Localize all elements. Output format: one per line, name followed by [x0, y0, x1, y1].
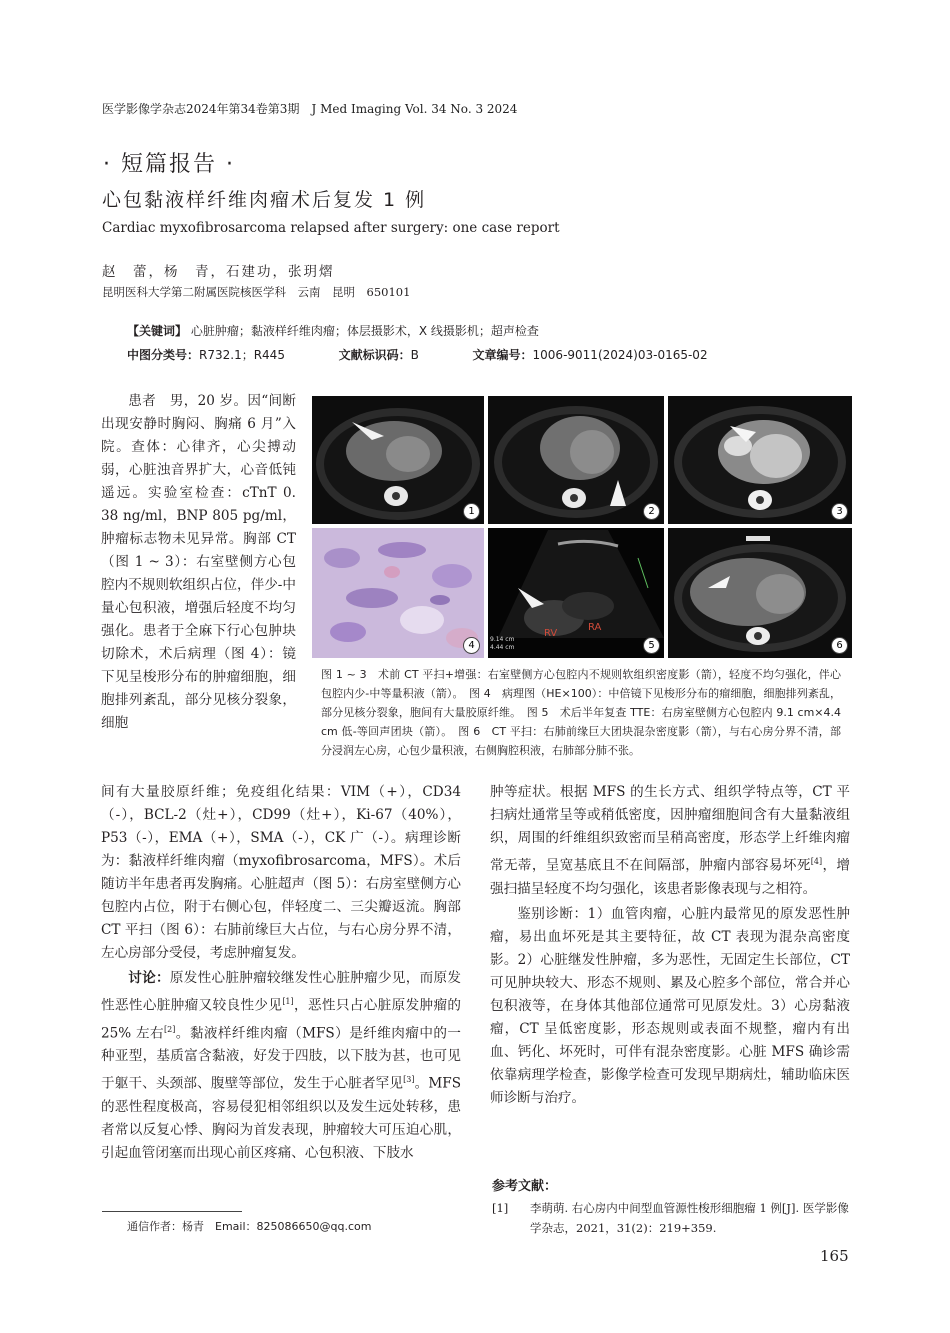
- discussion-paragraph: [101, 967, 461, 1165]
- citation-4: [4]: [810, 857, 823, 866]
- journal-header: 医学影像学杂志2024年第34卷第3期 J Med Imaging Vol. 34 No. 3 2024: [102, 102, 518, 116]
- discussion-text-a: 原发性心脏肿瘤较继发性心脏肿瘤少见，而原发性恶性心脏肿瘤又较良性少见: [101, 970, 462, 1014]
- panel-number: 5: [643, 637, 660, 654]
- panel-number: 1: [463, 503, 480, 520]
- clc-label: 中图分类号：: [127, 348, 200, 362]
- us-label-ra: RA: [588, 622, 602, 633]
- figure-panel-4: [312, 528, 484, 658]
- section-title: · 短篇报告 ·: [103, 152, 235, 177]
- keywords-line: [127, 322, 539, 339]
- discussion-label: 讨论：: [128, 970, 170, 986]
- affiliation: 昆明医科大学第二附属医院核医学科 云南 昆明 650101: [102, 285, 411, 299]
- references-title: 参考文献：: [492, 1179, 558, 1194]
- figure-caption: 图 1 ~ 3 术前 CT 平扫+增强：右室壁侧方心包腔内不规则软组织密度影（箭），轻度不均匀强化，伴心包腔内少-中等量积液（箭）。 图 4 病理图（HE×100）：中倍镜下见梭形分布的瘤细胞，细胞排列紊乱，部分见核分裂象，胞间有大量胶原纤维。 图 5 术后半年复查 TTE：右房室壁侧方心包腔内 9.1 cm×4.4 cm 低-等回声团块（箭）。 图 6 CT 平扫：右肺前缘巨大团块混杂密度影（箭），与右心房分界不清，部分浸润左心房，心包少量积液，右侧胸腔积液，右肺部分肺不张。: [321, 668, 841, 757]
- right-text-b: ，增强扫描呈轻度不均匀强化，该患者影像表现与之相符。: [490, 857, 851, 897]
- case-text-narrow: [101, 390, 296, 735]
- case-paragraph-start: 患者 男，20 岁。因“间断出现安静时胸闷、胸痛 6 月”入院。查体：心律齐，心尖搏动弱，心脏浊音界扩大，心音低钝遥远。实验室检查：cTnT 0. 38 ng/ml，BNP 805 pg/ml，肿瘤标志物未见异常。胸部 CT（图 1 ~ 3）：右室壁侧方心包腔内不规则软组织占位，伴少-中量心包积液，增强后轻度不均匀强化。患者于全麻下行心包肿块切除术，术后病理（图 4）：镜下见呈梭形分布的肿瘤细胞，细胞排列紊乱，部分见核分裂象，细胞: [101, 393, 296, 731]
- us-measure-1: 9.14 cm: [490, 636, 515, 643]
- discussion-continued: [490, 781, 850, 901]
- citation-3: [3]: [403, 1075, 415, 1085]
- right-column: [490, 781, 850, 1110]
- citation-1: [1]: [282, 997, 294, 1006]
- keywords-label: 【关键词】: [127, 324, 188, 338]
- panel-number: 2: [643, 503, 660, 520]
- reference-index: [1]: [492, 1201, 509, 1215]
- us-label-rv: RV: [544, 628, 558, 639]
- panel-number: 4: [463, 637, 480, 654]
- classification-line: [127, 346, 708, 363]
- discussion-text-d: 。MFS 的恶性程度极高，容易侵犯相邻组织以及发生远处转移，患者常以反复心悸、胸闷为首发表现，肿瘤较大可压迫心肌，引起血管闭塞而出现心前区疼痛、心包积液、下肢水: [101, 1075, 462, 1161]
- figure-panel-3: [668, 396, 852, 524]
- discussion-text-b: ，恶性只占心脏原发肿瘤的 25% 左右: [101, 997, 462, 1042]
- doc-code-value: B: [410, 348, 419, 362]
- figure-panel-6: [668, 528, 852, 658]
- keywords: 心脏肿瘤；黏液样纤维肉瘤；体层摄影术，X 线摄影机；超声检查: [190, 324, 539, 338]
- panel-number: 3: [831, 503, 848, 520]
- article-title-en: Cardiac myxofibrosarcoma relapsed after surgery: one case report: [102, 220, 560, 236]
- article-no-value: 1006-9011(2024)03-0165-02: [532, 348, 708, 362]
- figure-panel-2: [488, 396, 664, 524]
- reference-item: [492, 1198, 852, 1238]
- right-text-a: 肿等症状。根据 MFS 的生长方式、组织学特点等，CT 平扫病灶通常呈等或稍低密度，因肿瘤细胞间含有大量黏液组织，周围的纤维组织致密而呈稍高密度，形态学上纤维肉瘤常无蒂，呈宽基底且不在间隔部，肿瘤内部容易坏死: [490, 784, 850, 874]
- panel-number: 6: [831, 637, 848, 654]
- corresponding-author: 通信作者：杨青 Email：825086650@qq.com: [127, 1220, 372, 1233]
- case-paragraph-cont: 间有大量胶原纤维；免疫组化结果：VIM（+），CD34（-），BCL-2（灶+），CD99（灶+），Ki-67（40%），P53（-），EMA（+），SMA（-），CK 广（-）。病理诊断为：黏液样纤维肉瘤（myxofibrosarcoma，MFS）。术后随访半年患者再发胸痛。心脏超声（图 5）：右房室壁侧方心包腔内占位，附于右侧心包，伴轻度二、三尖瓣返流。胸部 CT 平扫（图 6）：右肺前缘巨大占位，与右心房分界不清，左心房部分受侵，考虑肿瘤复发。: [101, 784, 461, 961]
- clc-value: R732.1；R445: [199, 348, 285, 362]
- us-measure-2: 4.44 cm: [490, 644, 515, 651]
- article-title-cn: 心包黏液样纤维肉瘤术后复发 1 例: [102, 189, 427, 211]
- footnote-divider: [102, 1211, 242, 1212]
- figure-panel-1: [312, 396, 484, 524]
- authors: 赵 蕾，杨 青，石建功，张玥熠: [102, 264, 335, 280]
- page-number: 165: [820, 1247, 849, 1265]
- figure-panel-5: [488, 528, 664, 658]
- discussion-text-c: 。黏液样纤维肉瘤（MFS）是纤维肉瘤中的一种亚型，基质富含黏液，好发于四肢，以下肢为甚，也可见于躯干、头颈部、腹壁等部位，发生于心脏者罕见: [101, 1025, 461, 1092]
- reference-text: 李萌萌. 右心房内中间型血管源性梭形细胞瘤 1 例[J]. 医学影像学杂志，2021，31(2)：219+359.: [530, 1201, 849, 1235]
- differential-paragraph: 鉴别诊断：1）血管肉瘤，心脏内最常见的原发恶性肿瘤，易出血坏死是其主要特征，故 CT 表现为混杂高密度影。2）心脏继发性肿瘤，多为恶性，无固定生长部位，CT 可见肿块较大、形态不规则、累及心腔多个部位，常合并心包积液等，在身体其他部位通常可见原发灶。3）心房黏液瘤，CT 呈低密度影，形态规则或表面不规整，瘤内有出血、钙化、坏死时，可伴有混杂密度影。心脏 MFS 确诊需依靠病理学检查，影像学检查可发现早期病灶，辅助临床医师诊断与治疗。: [490, 905, 850, 1106]
- article-no-label: 文章编号：: [472, 348, 533, 362]
- left-column: [101, 781, 461, 1165]
- doc-code-label: 文献标识码：: [338, 348, 411, 362]
- citation-2: [2]: [164, 1024, 176, 1034]
- figure-panels: [312, 396, 852, 658]
